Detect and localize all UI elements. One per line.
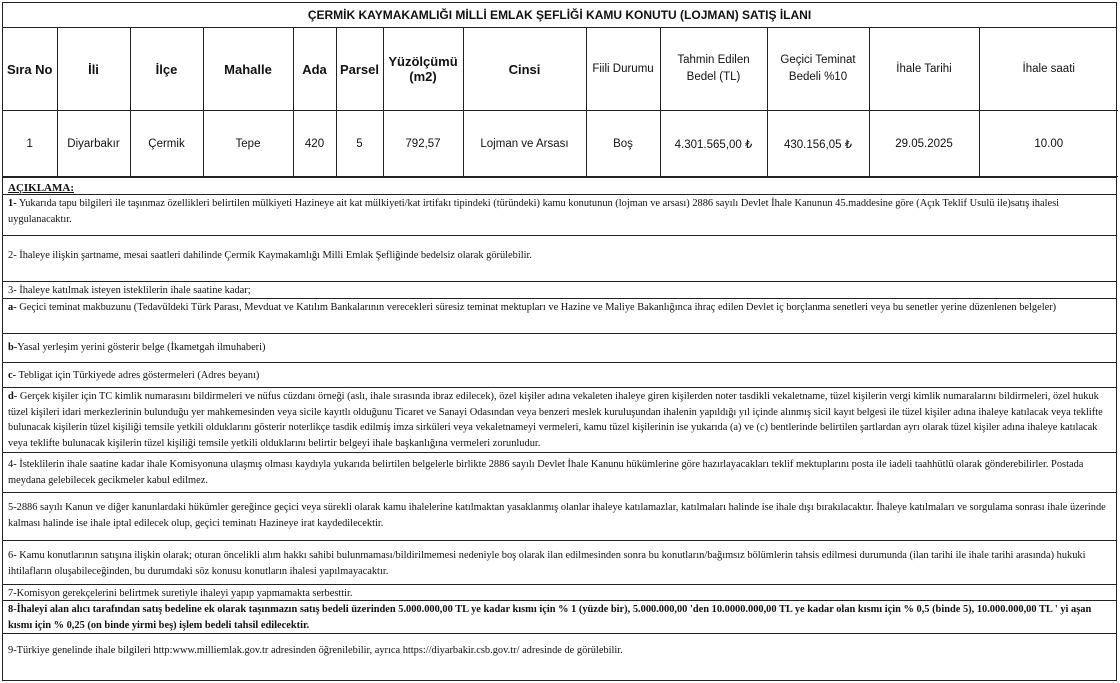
cell-fiili-durumu: Boş [586,111,660,177]
note-text: Gerçek kişiler için TC kimlik numarasını bildirmeleri ve nüfus cüzdanı örneği (aslı, ihale sırasında ibraz edilecek), özel kişiler adına vekaleten ihaleye giren kişilerden noter tasdikli vekaletname, tüzel kişilerin vergi kimlik numaralarını bildirmeleri, özel hukuk tüzel kişileri idari merkezlerinin bulunduğu yer mahkemesinden veya sicile kayıtlı olduğunu Ticaret ve Sanayi Odasından veya benzeri meslek kuruluşundan ihalenin yapıldığı yıl içinde alınmış sicil kayıt belgesi ile tüzel kişiler adına ihaleye katılacak veya teklifte bulunacak kişilerin tüzel kişiliği temsile yetkili olduklarını gösterir noterlikçe tasdik edilmiş imza sirküleri veya vekaletnameyi vermeleri, kamu tüzel kişilerinin ise yukarıda (a) ve (c) bentlerinde belirtilen şartlardan ayrı olarak tüzel kişiler adına ihaleye katılacak veya teklifte bulunacak kişilerin tüzel kişiliği temsile yetkili olduklarını belirtir belgeyi ihale başkanlığına vermeleri zorunludur. [8,391,1103,449]
note-text: 3- İhaleye katılmak isteyen isteklilerin ihale saatine kadar; [8,285,251,296]
header-cinsi: Cinsi [463,28,586,111]
note-text: Yasal yerleşim yerini gösterir belge (İkametgah ilmuhaberi) [17,342,266,353]
cell-ihale-tarihi: 29.05.2025 [869,111,979,177]
header-parsel: Parsel [336,28,383,111]
note-number: 1- [8,198,17,209]
note-text: Geçici teminat makbuzunu (Tedavüldeki Türk Parası, Mevduat ve Katılım Bankalarının verecekleri süresiz teminat mektupları ve Hazine ve Maliye Bakanlığınca ihraç edilen Devlet iç borçlanma senetleri veya bu senetler yerine düzenlenen belgeler) [16,302,1057,313]
cell-yuzolcumu: 792,57 [383,111,463,177]
announcement-document [2,2,1117,681]
cell-parsel: 5 [336,111,383,177]
note-text: Tebligat için Türkiyede adres göstermeleri (Adres beyanı) [16,370,260,381]
note-c [3,362,1116,387]
table-header-row [3,28,1118,111]
cell-teminat: 430.156,05 ₺ [767,111,869,177]
note-text: 4- İsteklilerin ihale saatine kadar ihale Komisyonuna ulaşmış olması kaydıyla yukarıda belirtilen belgelerle birlikte 2886 sayılı Devlet İhale Kanunu hükümlerine göre hazırlayacakları teklif mektuplarını posta ile iadeli taahhütlü olarak gönderebilirler. Postada meydana gelebilecek gecikmeler kabul edilmez. [8,459,1084,486]
note-text: 7-Komisyon gerekçelerini belirtmek suretiyle ihaleyi yapıp yapmamakta serbesttir. [8,588,353,599]
header-ihale-saati: İhale saati [979,28,1118,111]
note-number: c- [8,370,17,381]
note-text: 5-2886 sayılı Kanun ve diğer kanunlardaki hükümler gereğince geçici veya sürekli olarak kamu ihalelerine katılmaktan yasaklanmış olanlar ihaleye katılamazlar, katılmaları halinde ise ihale dışı bırakılacaktır. İhaleye katılmaları ve sorgulama sonrası ihale üzerinde kalması halinde ise ihale iptal edilecek olup, geçici teminatı Hazineye irat kaydedilecektir. [8,502,1106,529]
note-number: a- [8,302,17,313]
header-fiili-durumu: Fiili Durumu [586,28,660,111]
header-teminat: Geçici Teminat Bedeli %10 [767,28,869,111]
note-text: Yukarıda tapu bilgileri ile taşınmaz özellikleri belirtilen mülkiyeti Hazineye ait kat mülkiyeti/kat irtifakı tipindeki (türündeki) kamu konutunun (lojman ve arsası) 2886 sayılı Devlet İhale Kanunun 45.maddesine göre (Açık Teklif Usulü ile)satış ihalesi uygulanacaktır. [8,198,1060,225]
header-yuzolcumu: Yüzölçümü (m2) [383,28,463,111]
header-ihale-tarihi: İhale Tarihi [869,28,979,111]
note-a [3,298,1116,333]
cell-sira-no: 1 [3,111,57,177]
note-4 [3,452,1116,492]
note-5 [3,492,1116,540]
note-d [3,387,1116,452]
note-7 [3,584,1116,600]
header-il: İli [57,28,130,111]
note-1 [3,194,1116,235]
note-2 [3,235,1116,281]
cell-cinsi: Lojman ve Arsası [463,111,586,177]
note-8 [3,600,1116,633]
property-table [3,28,1118,177]
note-number: b- [8,342,18,353]
header-tahmin-bedel: Tahmin Edilen Bedel (TL) [660,28,767,111]
header-ilce: İlçe [130,28,203,111]
note-text: 9-Türkiye genelinde ihale bilgileri http:www.milliemlak.gov.tr adresinden öğrenilebilir, ayrıca https://diyarbakir.csb.gov.tr/ adresinde de görülebilir. [8,645,623,656]
note-3 [3,281,1116,298]
header-sira-no: Sıra No [3,28,57,111]
aciklama-label: AÇIKLAMA: [3,177,1116,194]
note-text: 6- Kamu konutlarının satışına ilişkin olarak; oturan öncelikli alım hakkı sahibi bulunmaması/bildirilmemesi nedeniyle boş olarak ilan edilmesinden sonra bu konutların/bağımsız bölümlerin tahsis edilmesi durumunda (ilan tarihi ile ihale tarihi arasında) hukuki ihtilafların oluşabileceğinden, bu durumdaki söz konusu konutların ihalesi yapılmayacaktır. [8,550,1086,577]
cell-ada: 420 [293,111,336,177]
document-title: ÇERMİK KAYMAKAMLIĞI MİLLİ EMLAK ŞEFLİĞİ KAMU KONUTU (LOJMAN) SATIŞ İLANI [3,3,1116,28]
note-text: 2- İhaleye ilişkin şartname, mesai saatleri dahilinde Çermik Kaymakamlığı Milli Emlak Şefliğinde bedelsiz olarak görülebilir. [8,250,533,261]
cell-ilce: Çermik [130,111,203,177]
note-b [3,333,1116,362]
note-6 [3,540,1116,584]
cell-ihale-saati: 10.00 [979,111,1118,177]
notes-section [3,177,1116,675]
note-text: 8-İhaleyi alan alıcı tarafından satış bedeline ek olarak taşınmazın satış bedeli üzerinden 5.000.000,00 TL ye kadar kısmı için % 1 (yüzde bir), 5.000.000,00 'den 10.0000.000,00 TL ye kadar olan kısmı için % 0,5 (binde 5), 10.000.000,00 TL ' yi aşan kısmı için % 0,25 (on binde yirmi beş) işlem bedeli tahsil edilecektir. [8,604,1092,631]
note-9 [3,633,1116,675]
header-mahalle: Mahalle [203,28,293,111]
header-ada: Ada [293,28,336,111]
cell-tahmin-bedel: 4.301.565,00 ₺ [660,111,767,177]
cell-il: Diyarbakır [57,111,130,177]
table-row [3,111,1118,177]
note-number: d- [8,391,18,402]
cell-mahalle: Tepe [203,111,293,177]
